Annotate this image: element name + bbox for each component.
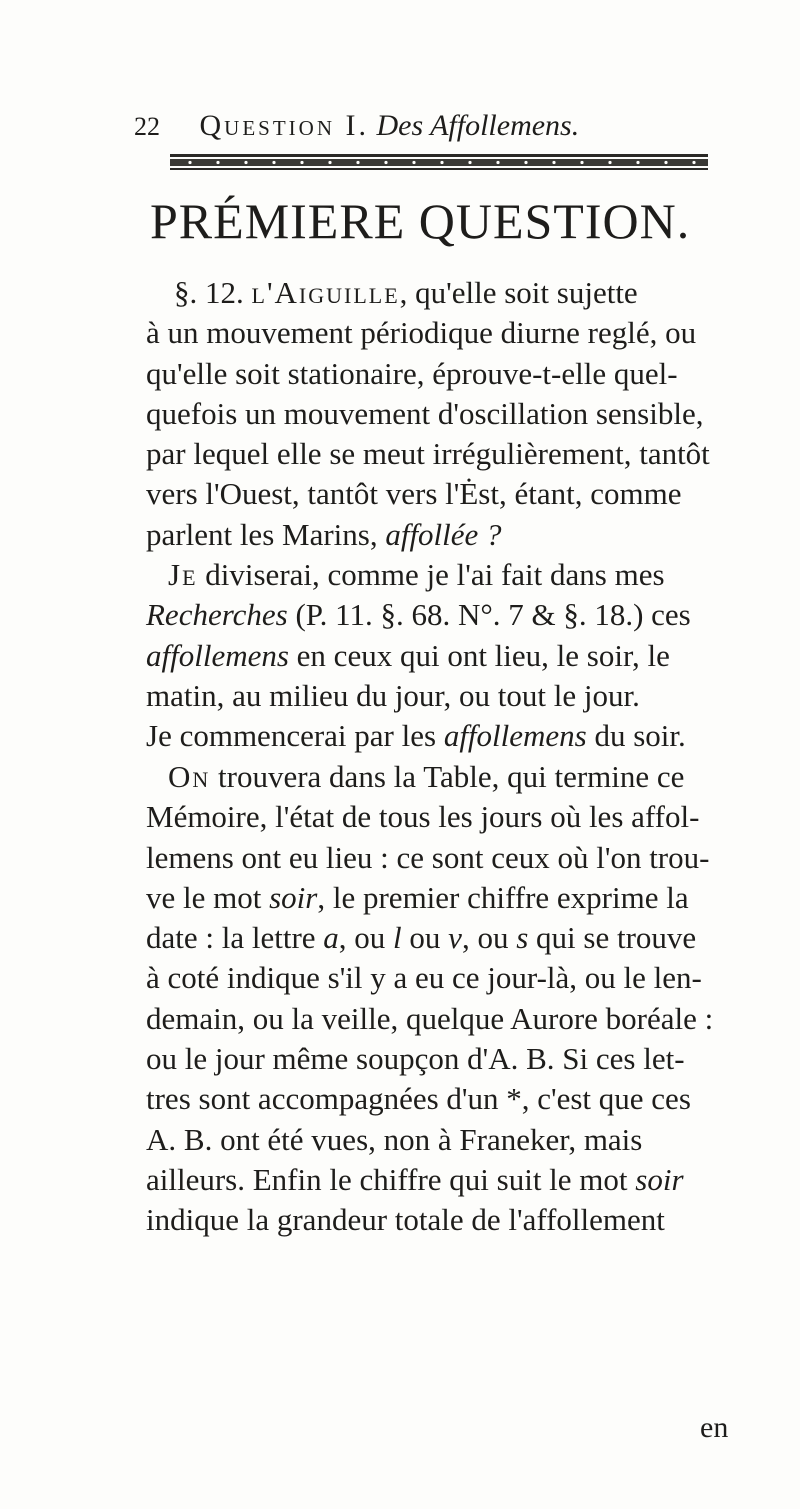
text-line: date : la lettre a, ou l ou v, ou s qui se trouve bbox=[146, 920, 697, 956]
paragraph-1 bbox=[146, 273, 746, 555]
running-head bbox=[134, 106, 734, 146]
paragraph-2 bbox=[146, 555, 746, 756]
text-line: On trouvera dans la Table, qui termine ce bbox=[168, 759, 685, 794]
text-line: indique la grandeur totale de l'affollement bbox=[146, 1202, 665, 1238]
text-line: à un mouvement périodique diurne reglé, ou bbox=[146, 315, 697, 351]
text-line: ve le mot soir, le premier chiffre exprime la bbox=[146, 879, 689, 915]
text-line: tres sont accompagnées d'un *, c'est que ces bbox=[146, 1081, 691, 1117]
text-line: affollemens en ceux qui ont lieu, le soir, le bbox=[146, 637, 670, 673]
text-line: Je diviserai, comme je l'ai fait dans mes bbox=[168, 557, 665, 592]
text-line: parlent les Marins, affollée ? bbox=[146, 516, 502, 552]
section-title: PRÉMIERE QUESTION. bbox=[150, 193, 691, 249]
text-line: Recherches (P. 11. §. 68. N°. 7 & §. 18.) ces bbox=[146, 597, 691, 633]
paragraph-3 bbox=[146, 757, 746, 1241]
text-line: Mémoire, l'état de tous les jours où les affol- bbox=[146, 799, 700, 835]
text-line: matin, au milieu du jour, ou tout le jour. bbox=[146, 677, 640, 713]
running-head-question: Question I. bbox=[199, 109, 369, 142]
text-line: ailleurs. Enfin le chiffre qui suit le mot soir bbox=[146, 1161, 684, 1197]
catchword: en bbox=[700, 1411, 729, 1444]
text-line: ou le jour même soupçon d'A. B. Si ces let- bbox=[146, 1041, 685, 1077]
ornamental-rule bbox=[170, 152, 708, 172]
text-line: à coté indique s'il y a eu ce jour-là, ou le len- bbox=[146, 960, 702, 996]
text-line: Je commencerai par les affollemens du soir. bbox=[146, 718, 686, 754]
running-head-subject: Des Affollemens. bbox=[376, 109, 580, 142]
text-line: par lequel elle se meut irrégulièrement, tantôt bbox=[146, 436, 710, 472]
text-line: A. B. ont été vues, non à Franeker, mais bbox=[146, 1121, 643, 1157]
page-number: 22 bbox=[134, 112, 160, 141]
text-line: lemens ont eu lieu : ce sont ceux où l'on trou- bbox=[146, 839, 710, 875]
text-line: §. 12. l'Aiguille, qu'elle soit sujette bbox=[174, 275, 638, 310]
text-line: qu'elle soit stationaire, éprouve-t-elle quel- bbox=[146, 355, 678, 391]
text-line: vers l'Ouest, tantôt vers l'Ėst, étant, comme bbox=[146, 476, 682, 512]
text-line: quefois un mouvement d'oscillation sensible, bbox=[146, 395, 704, 431]
text-line: demain, ou la veille, quelque Aurore boréale : bbox=[146, 1000, 714, 1036]
